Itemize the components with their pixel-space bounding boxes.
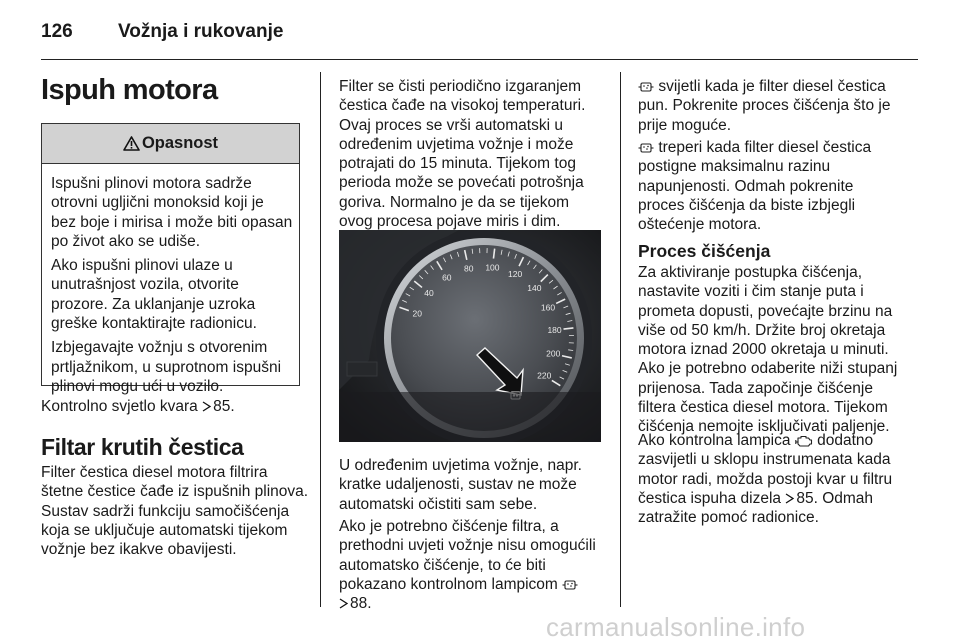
cleaning-process-title: Proces čišćenja: [638, 241, 770, 262]
speedometer-image: [339, 230, 601, 442]
engine-light-text-3: Odmah zatražite pomoć radionice.: [638, 490, 873, 526]
filter-paragraph: Filter čestica diesel motora filtrira štetne čestice čađe iz ispušnih plinova. Sustav sadrži funkciju samočišćenja koja se uključuje automatski tijekom vožnje bez ikakve obavijesti.: [41, 463, 309, 559]
warning-light-ref[interactable]: 85.: [213, 398, 235, 415]
page-reference-icon: [202, 401, 211, 412]
warning-light-line: [41, 397, 306, 416]
danger-paragraph-1: Ispušni plinovi motora sadrže otrovni ugljični monoksid koji je bez boje i mirisa i može biti opasan po život ako se udiše.: [51, 174, 293, 251]
chapter-title: Vožnja i rukovanje: [118, 21, 283, 43]
cleaning-paragraph-3-ref[interactable]: 88.: [350, 595, 372, 612]
cleaning-paragraph-2: U određenim uvjetima vožnje, napr. kratke udaljenosti, sustav ne može automatski očistiti sam sebe.: [339, 456, 607, 514]
danger-paragraph-3: Izbjegavajte vožnju s otvorenim prtljažnikom, u suprotnom ispušni plinovi mogu ući u vozilo.: [51, 338, 295, 396]
speedometer-major-tick: [564, 328, 574, 329]
speedometer-tick-label: 40: [424, 288, 434, 298]
speedometer-tick-label: 60: [442, 273, 452, 283]
diesel-particle-filter-icon: [638, 141, 654, 155]
speedometer-tick-label: 20: [413, 309, 423, 319]
watermark: carmanualsonline.info: [546, 612, 805, 643]
speedometer-tick-label: 180: [547, 325, 561, 335]
filter-full-text: svijetli kada je filter diesel čestica pun. Pokrenite proces čišćenja što je prije moguće.: [638, 78, 890, 134]
cleaning-paragraph-3-text: Ako je potrebno čišćenje filtra, a prethodni uvjeti vožnje nisu omogućili automatsko čišćenje, to će biti pokazano kontrolnom lampicom: [339, 518, 596, 593]
engine-light-text-1: Ako kontrolna lampica: [638, 432, 791, 449]
filter-max-text: treperi kada filter diesel čestica postigne maksimalnu razinu napunjenosti. Odmah pokrenite proces čišćenja da biste izbjegli oštećenje motora.: [638, 139, 871, 233]
page-reference-icon: [785, 493, 794, 504]
diesel-particle-filter-icon: [638, 80, 654, 94]
cleaning-paragraph-3: [339, 517, 607, 613]
speedometer-tick-label: 220: [537, 371, 551, 381]
danger-box: [41, 123, 300, 386]
page-number: 126: [41, 21, 73, 43]
cleaning-process-paragraph: Za aktiviranje postupka čišćenja, nastavite voziti i čim stanje puta i prometa dopusti, povećajte brzinu na više od 50 km/h. Držite broj okretaja motora iznad 2000 okretaja u minuti. Ako je potrebno odaberite niži stupanj prijenosa. Tada započinje čišćenje filtera čestica diesel motora. Tijekom čišćenja nemojte isključivati paljenje.: [638, 263, 908, 437]
engine-light-text-2: dodatno zasvijetli u sklopu instrumenata kada motor radi, možda postoji kvar u filtru čestica ispuha dizela: [638, 432, 892, 507]
speedometer-tick-label: 80: [464, 264, 474, 274]
filter-full-paragraph: [638, 77, 908, 135]
warning-triangle-icon: [123, 136, 140, 151]
warning-light-text: Kontrolno svjetlo kvara: [41, 398, 198, 415]
engine-check-icon: [795, 434, 813, 448]
engine-light-ref[interactable]: 85.: [796, 490, 818, 507]
section-title: Ispuh motora: [41, 74, 217, 107]
filter-max-paragraph: [638, 138, 896, 234]
danger-label: Opasnost: [142, 134, 218, 153]
filter-title: Filtar krutih čestica: [41, 434, 244, 461]
column-divider-right: [620, 72, 621, 607]
speedometer-tick-label: 120: [508, 269, 522, 279]
speedometer-tick-label: 140: [527, 283, 541, 293]
page-reference-icon: [339, 598, 348, 609]
diesel-particle-filter-icon: [562, 578, 578, 592]
danger-header: [42, 124, 299, 164]
danger-paragraph-2: Ako ispušni plinovi ulaze u unutrašnjost vozila, otvorite prozore. Za uklanjanje uzroka greške kontaktirajte radionicu.: [51, 256, 276, 333]
cleaning-paragraph-1: Filter se čisti periodično izgaranjem čestica čađe na visokoj temperaturi. Ovaj proces se vrši automatski u određenim uvjetima vožnje i može potrajati do 15 minuta. Tijekom tog perioda može se povećati potrošnja goriva. Normalno je da se tijekom ovog procesa pojave miris i dim.: [339, 77, 605, 231]
speedometer-tick-label: 200: [546, 349, 560, 359]
header-divider: [41, 59, 918, 60]
speedometer-tick-label: 100: [485, 262, 499, 272]
column-divider-left: [320, 72, 321, 607]
engine-light-paragraph: [638, 431, 908, 527]
speedometer-tick-label: 160: [541, 302, 555, 312]
